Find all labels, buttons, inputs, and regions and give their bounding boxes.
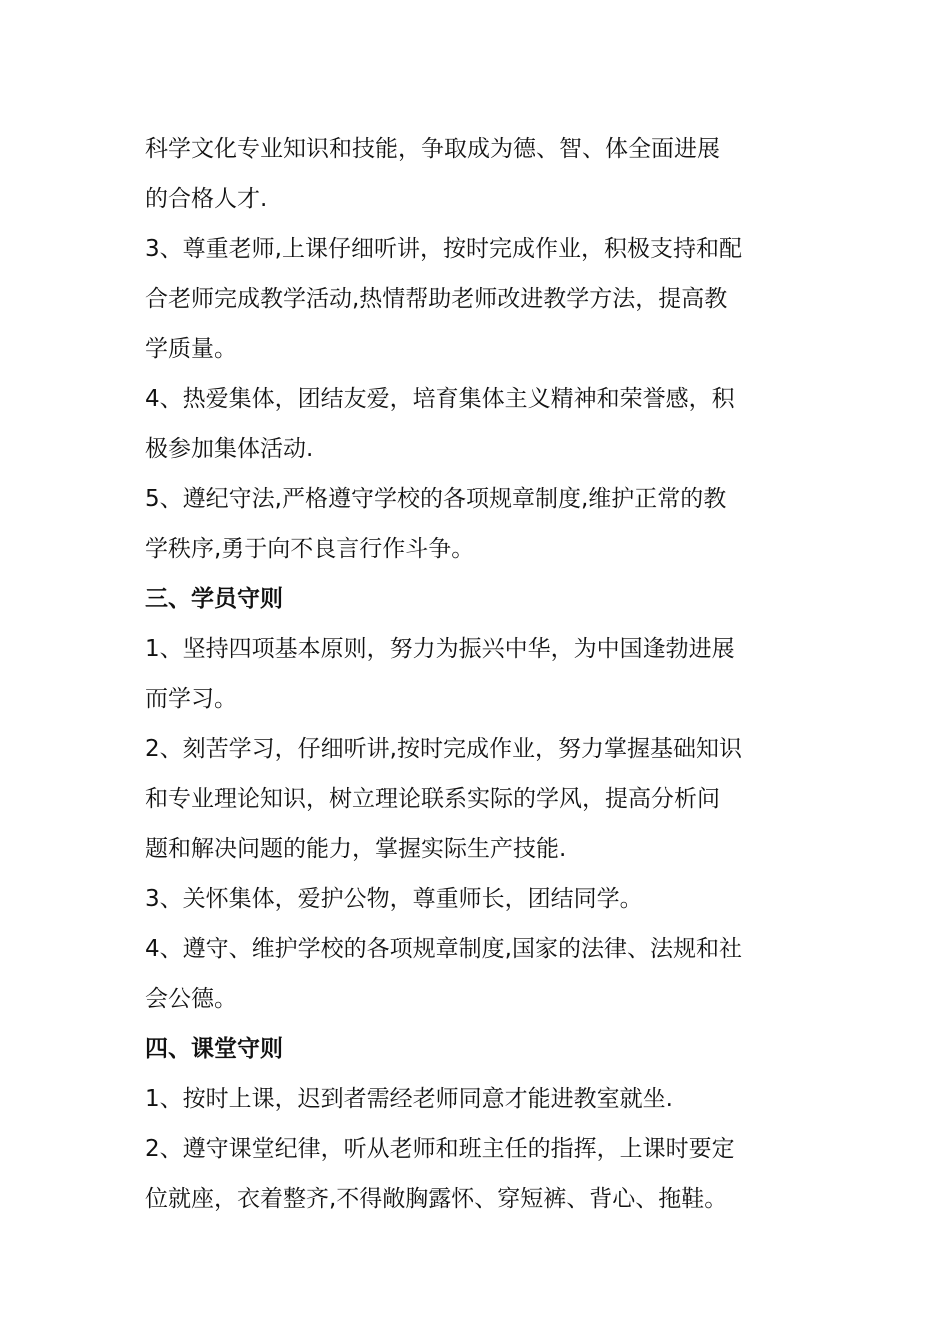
document-body	[145, 124, 825, 1224]
text-line: 3、关怀集体，爱护公物，尊重师长，团结同学。	[145, 886, 643, 912]
text-line: 和专业理论知识，树立理论联系实际的学风，提高分析问	[145, 786, 720, 812]
text-line: 3、尊重老师,上课仔细听讲，按时完成作业，积极支持和配	[145, 236, 742, 262]
text-line: 合老师完成教学活动,热情帮助老师改进教学方法，提高教	[145, 286, 728, 312]
text-line: 4、热爱集体，团结友爱，培育集体主义精神和荣誉感，积	[145, 386, 735, 412]
text-line: 而学习。	[145, 686, 237, 712]
text-line: 学质量。	[145, 336, 237, 362]
text-line: 1、按时上课，迟到者需经老师同意才能进教室就坐.	[145, 1086, 673, 1112]
text-line: 的合格人才.	[145, 186, 268, 212]
text-line: 题和解决问题的能力，掌握实际生产技能.	[145, 836, 567, 862]
text-line: 1、坚持四项基本原则，努力为振兴中华，为中国逢勃进展	[145, 636, 735, 662]
text-line: 科学文化专业知识和技能，争取成为德、智、体全面进展	[145, 136, 720, 162]
text-line: 2、遵守课堂纪律，听从老师和班主任的指挥，上课时要定	[145, 1136, 735, 1162]
text-line: 5、遵纪守法,严格遵守学校的各项规章制度,维护正常的教	[145, 486, 727, 512]
section-heading-classroom-rules: 四、课堂守则	[145, 1036, 283, 1062]
text-line: 学秩序,勇于向不良言行作斗争。	[145, 536, 475, 562]
text-line: 极参加集体活动.	[145, 436, 314, 462]
text-line: 会公德。	[145, 986, 237, 1012]
text-line: 2、刻苦学习，仔细听讲,按时完成作业，努力掌握基础知识	[145, 736, 742, 762]
text-line: 位就座，衣着整齐,不得敞胸露怀、穿短裤、背心、拖鞋。	[145, 1186, 728, 1212]
text-line: 4、遵守、维护学校的各项规章制度,国家的法律、法规和社	[145, 936, 742, 962]
section-heading-student-rules: 三、学员守则	[145, 586, 283, 612]
